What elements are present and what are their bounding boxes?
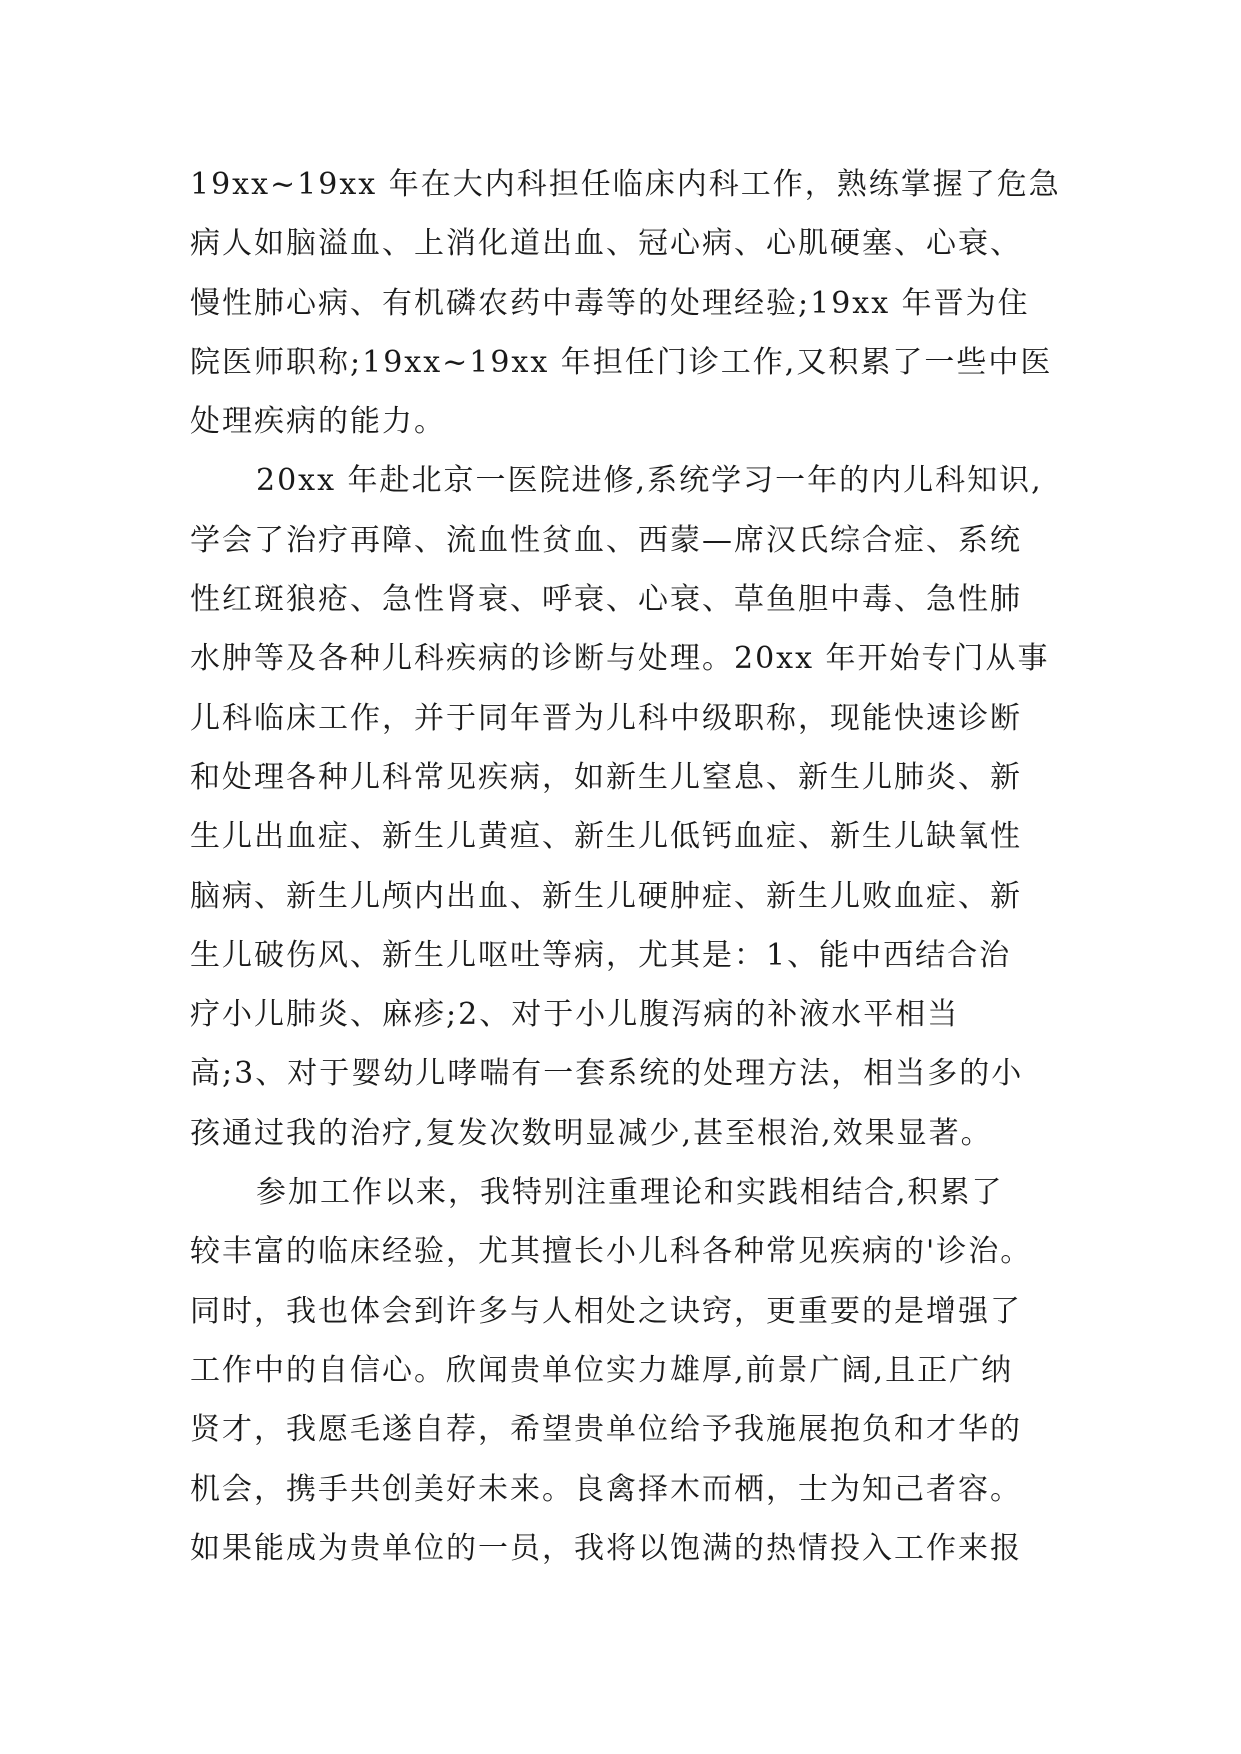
text-line: 脑病、新生儿颅内出血、新生儿硬肿症、新生儿败血症、新: [190, 878, 1022, 914]
text-line: 儿科临床工作，并于同年晋为儿科中级职称，现能快速诊断: [190, 700, 1022, 736]
text-line: 较丰富的临床经验，尤其擅长小儿科各种常见疾病的'诊治。: [190, 1234, 1033, 1270]
text-line: 工作中的自信心。欣闻贵单位实力雄厚,前景广阔,且正广纳: [190, 1352, 1014, 1388]
text-line: 病人如脑溢血、上消化道出血、冠心病、心肌硬塞、心衰、: [190, 226, 1022, 262]
text-line: 生儿出血症、新生儿黄疸、新生儿低钙血症、新生儿缺氧性: [190, 819, 1022, 855]
paragraph-start-line: 参加工作以来，我特别注重理论和实践相结合,积累了: [256, 1175, 1004, 1211]
text-line: 如果能成为贵单位的一员，我将以饱满的热情投入工作来报: [190, 1530, 1022, 1566]
text-line: 孩通过我的治疗,复发次数明显减少,甚至根治,效果显著。: [190, 1115, 993, 1151]
text-line: 处理疾病的能力。: [190, 404, 446, 440]
text-line: 疗小儿肺炎、麻疹;2、对于小儿腹泻病的补液水平相当: [190, 997, 960, 1033]
document-body: [190, 155, 1070, 1578]
text-line: 19xx~19xx 年在大内科担任临床内科工作，熟练掌握了危急: [190, 167, 1061, 202]
text-line: 贤才，我愿毛遂自荐，希望贵单位给予我施展抱负和才华的: [190, 1412, 1022, 1448]
text-line: 院医师职称;19xx~19xx 年担任门诊工作,又积累了一些中医: [190, 344, 1053, 380]
text-line: 生儿破伤风、新生儿呕吐等病，尤其是：1、能中西结合治: [190, 937, 1012, 973]
text-line: 性红斑狼疮、急性肾衰、呼衰、心衰、草鱼胆中毒、急性肺: [190, 582, 1022, 618]
text-line: 和处理各种儿科常见疾病，如新生儿窒息、新生儿肺炎、新: [190, 759, 1022, 795]
text-line: 水肿等及各种儿科疾病的诊断与处理。20xx 年开始专门从事: [190, 641, 1050, 677]
paragraph-start-line: 20xx 年赴北京一医院进修,系统学习一年的内儿科知识,: [256, 463, 1043, 499]
text-line: 高;3、对于婴幼儿哮喘有一套系统的处理方法，相当多的小: [190, 1056, 1024, 1092]
text-line: 同时，我也体会到许多与人相处之诀窍，更重要的是增强了: [190, 1293, 1022, 1329]
text-line: 机会，携手共创美好未来。良禽择木而栖，士为知己者容。: [190, 1471, 1022, 1507]
text-line: 学会了治疗再障、流血性贫血、西蒙—席汉氏综合症、系统: [190, 522, 1022, 558]
text-line: 慢性肺心病、有机磷农药中毒等的处理经验;19xx 年晋为住: [190, 285, 1030, 321]
